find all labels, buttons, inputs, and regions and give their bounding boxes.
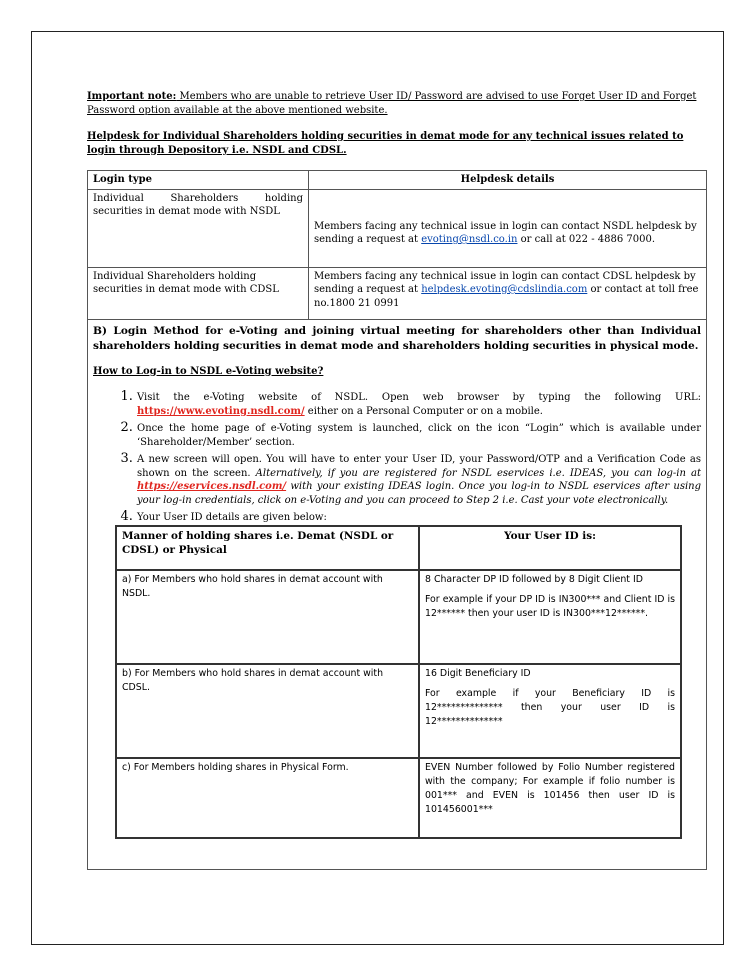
helpdesk-nsdl-post: or call at 022 - 4886 7000.	[517, 234, 656, 245]
evoting-url-link[interactable]: https://www.evoting.nsdl.com/	[137, 405, 305, 417]
userid-cdsl	[419, 664, 681, 758]
header-login-type: Login type	[88, 171, 309, 190]
userid-table	[115, 525, 682, 839]
helpdesk-cdsl-post: or contact at toll free no.1800 21 0991	[314, 284, 699, 309]
manner-nsdl: a) For Members who hold shares in demat account with NSDL.	[116, 570, 419, 664]
table-header-row	[88, 171, 707, 190]
step-1-text: Visit the e-Voting website of NSDL. Open web browser by typing the following URL:	[137, 392, 701, 403]
userid-physical	[419, 758, 681, 838]
header-helpdesk-details: Helpdesk details	[309, 171, 707, 190]
section-b-box	[87, 320, 707, 870]
step-2: 2. Once the home page of e-Voting system is launched, click on the icon “Login” which is available under ‘Shareholder/Member’ section.	[137, 421, 701, 449]
table-row	[116, 570, 681, 664]
important-note-label: Important note:	[87, 91, 177, 102]
step-1-post: either on a Personal Computer or on a mobile.	[304, 405, 543, 417]
userid-nsdl-line: 8 Character DP ID followed by 8 Digit Client ID	[425, 573, 643, 585]
table-header-row	[116, 526, 681, 570]
table-row	[88, 267, 707, 319]
helpdesk-heading: Helpdesk for Individual Shareholders holding securities in demat mode for any technical issues related to login through Depository i.e. NSDL and CDSL.	[87, 131, 684, 156]
helpdesk-nsdl	[309, 189, 707, 267]
document-content	[87, 90, 707, 870]
manner-cdsl: b) For Members who hold shares in demat account with CDSL.	[116, 664, 419, 758]
userid-nsdl-example: For example if your DP ID is IN300*** and Client ID is 12****** then your user ID is IN300***12******.	[425, 593, 675, 619]
header-user-id: Your User ID is:	[419, 526, 681, 570]
step-3-text: A new screen will open. You will have to enter your User ID, your Password/OTP and a Verification Code as shown on the screen.	[137, 454, 701, 479]
helpdesk-cdsl-text: Members facing any technical issue in login can contact CDSL helpdesk by sending a request at	[314, 270, 696, 295]
step-3-italic-post: with your existing IDEAS login. Once you log-in to NSDL eservices after using your log-in credentials, click on e-Voting and you can proceed to Step 2 i.e. Cast your vote electronically.	[137, 481, 701, 506]
login-type-nsdl: Individual Shareholders holding securities in demat mode with NSDL	[88, 189, 309, 267]
steps-list	[137, 390, 701, 525]
userid-nsdl	[419, 570, 681, 664]
step-3	[137, 452, 701, 507]
table-row	[88, 189, 707, 267]
userid-physical-line: EVEN Number followed by Folio Number registered with the company; For example if folio number is 001*** and EVEN is 101456 then user ID is 101456001***	[425, 761, 675, 815]
table-row	[116, 758, 681, 838]
userid-cdsl-line: 16 Digit Beneficiary ID	[425, 667, 531, 679]
helpdesk-cdsl	[309, 267, 707, 319]
step-1	[137, 390, 701, 418]
header-manner: Manner of holding shares i.e. Demat (NSDL or CDSL) or Physical	[116, 526, 419, 570]
section-b-heading: B) Login Method for e-Voting and joining virtual meeting for shareholders other than Individual shareholders holding securities in demat mode and shareholders holding securities in physical mode.	[93, 324, 701, 352]
important-note-text: Members who are unable to retrieve User ID/ Password are advised to use Forget User ID and Forget Password option available at the above mentioned website.	[87, 91, 697, 116]
helpdesk-nsdl-text: Members facing any technical issue in login can contact NSDL helpdesk by sending a request at	[314, 220, 697, 245]
step-3-italic: Alternatively, if you are registered for NSDL eservices i.e. IDEAS, you can log-in at	[255, 467, 701, 479]
cdsl-email-link[interactable]: helpdesk.evoting@cdslindia.com	[421, 284, 588, 295]
important-note	[87, 90, 707, 117]
step-4: 4. Your User ID details are given below:	[137, 510, 701, 525]
nsdl-email-link[interactable]: evoting@nsdl.co.in	[421, 234, 518, 245]
manner-physical: c) For Members holding shares in Physical Form.	[116, 758, 419, 838]
table-row	[116, 664, 681, 758]
eservices-url-link[interactable]: https://eservices.nsdl.com/	[137, 481, 287, 492]
howto-heading: How to Log-in to NSDL e-Voting website?	[93, 365, 324, 377]
login-helpdesk-table	[87, 170, 707, 320]
userid-cdsl-example: For example if your Beneficiary ID is 12************** then your user ID is 12**************	[425, 687, 675, 727]
login-type-cdsl: Individual Shareholders holding securities in demat mode with CDSL	[88, 267, 309, 319]
